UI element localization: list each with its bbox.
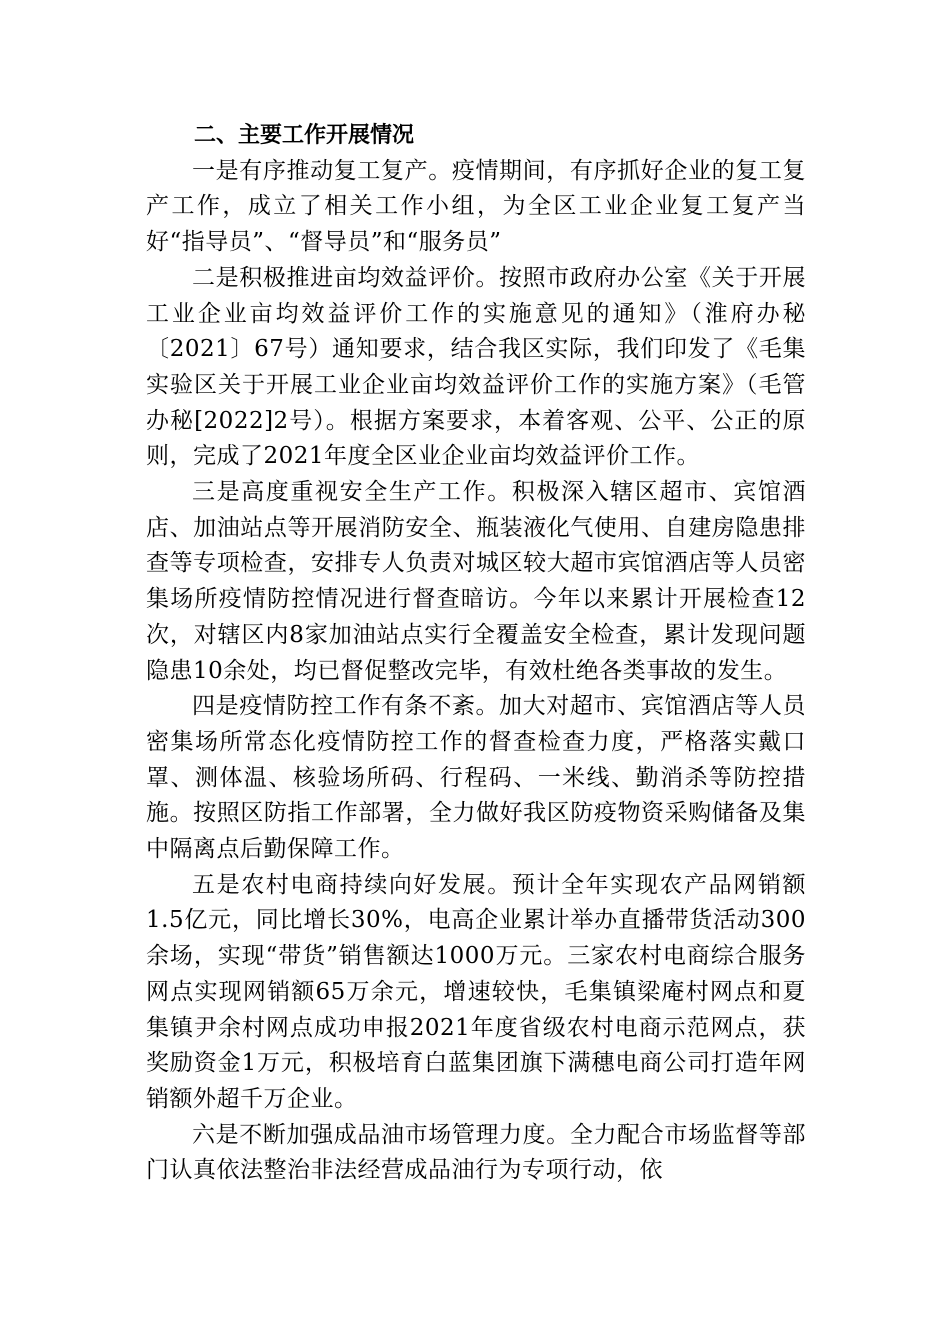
paragraph-epidemic-control: 四是疫情防控工作有条不紊。加大对超市、宾馆酒店等人员密集场所常态化疫情防控工作的督查检查力度，严格落实戴口罩、测体温、核验场所码、行程码、一米线、勤消杀等防控措施。按照区防指工作部署，全力做好我区防疫物资采购储备及集中隔离点后勤保障工作。 bbox=[146, 693, 806, 863]
document-page bbox=[146, 118, 806, 1189]
paragraph-per-mu-evaluation: 二是积极推进亩均效益评价。按照市政府办公室《关于开展工业企业亩均效益评价工作的实施意见的通知》（淮府办秘〔2021〕67号）通知要求，结合我区实际，我们印发了《毛集实验区关于开展工业企业亩均效益评价工作的实施方案》（毛管办秘[2022]2号）。根据方案要求，本着客观、公平、公正的原则，完成了2021年度全区业企业亩均效益评价工作。 bbox=[146, 264, 806, 470]
paragraph-oil-market: 六是不断加强成品油市场管理力度。全力配合市场监督等部门认真依法整治非法经营成品油行为专项行动，依 bbox=[146, 1121, 806, 1184]
paragraph-safety-production: 三是高度重视安全生产工作。积极深入辖区超市、宾馆酒店、加油站点等开展消防安全、瓶装液化气使用、自建房隐患排查等专项检查，安排专人负责对城区较大超市宾馆酒店等人员密集场所疫情防控情况进行督查暗访。今年以来累计开展检查12次，对辖区内8家加油站点实行全覆盖安全检查，累计发现问题隐患10余处，均已督促整改完毕，有效杜绝各类事故的发生。 bbox=[146, 479, 806, 684]
section-heading: 二、主要工作开展情况 bbox=[194, 123, 415, 148]
paragraph-rural-ecommerce: 五是农村电商持续向好发展。预计全年实现农产品网销额1.5亿元，同比增长30%，电高企业累计举办直播带货活动300余场，实现“带货”销售额达1000万元。三家农村电商综合服务网点实现网销额65万余元，增速较快，毛集镇梁庵村网点和夏集镇尹余村网点成功申报2021年度省级农村电商示范网点，获奖励资金1万元，积极培育白蓝集团旗下满穗电商公司打造年网销额外超千万企业。 bbox=[146, 871, 806, 1112]
paragraph-resume-work: 一是有序推动复工复产。疫情期间，有序抓好企业的复工复产工作，成立了相关工作小组，为全区工业企业复工复产当好“指导员”、“督导员”和“服务员” bbox=[146, 157, 806, 256]
